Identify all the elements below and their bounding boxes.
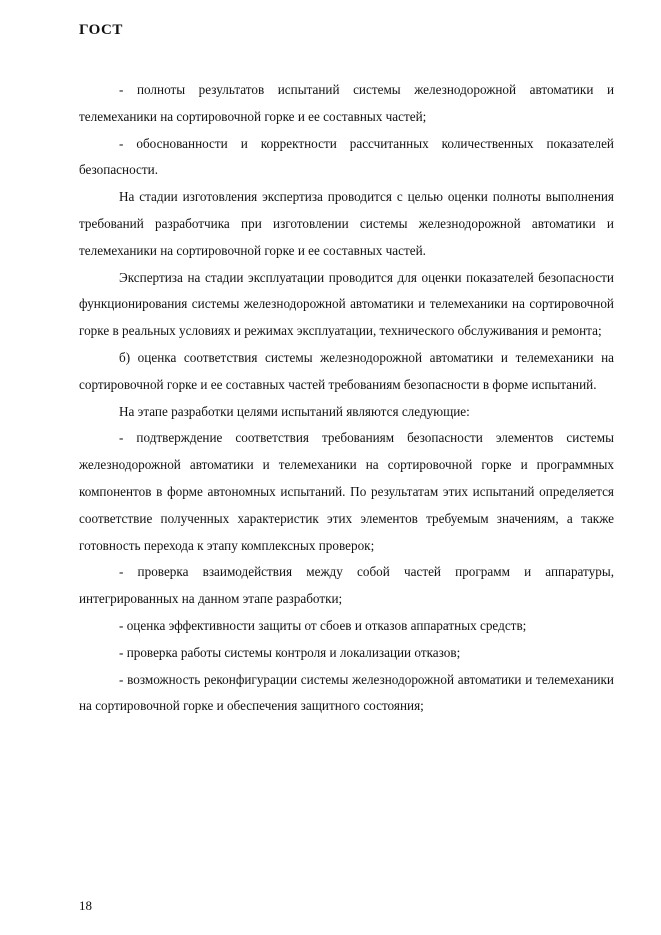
paragraph-protection-assessment: - оценка эффективности защиты от сбоев и отказов аппаратных средств; — [119, 617, 527, 633]
paragraph-completeness: - полноты результатов испытаний системы железнодорожной автоматики и телемеханики на сортировочной горке и ее составных частей; — [79, 82, 614, 124]
paragraph-compliance-assessment: б) оценка соответствия системы железнодорожной автоматики и телемеханики на сортировочной горке и ее составных частей требованиям безопасности в форме испытаний. — [79, 349, 614, 392]
document-header: ГОСТ — [79, 22, 123, 38]
paragraph-interaction-check: - проверка взаимодействия между собой частей программ и аппаратуры, интегрированных на данном этапе разработки; — [79, 564, 614, 607]
paragraph-control-check: - проверка работы системы контроля и локализации отказов; — [119, 644, 461, 660]
paragraph-manufacturing-stage: На стадии изготовления экспертиза проводится с целью оценки полноты выполнения требований разработчика при изготовлении системы железнодорожной автоматики и телемеханики на сортировочной горке и ее составных частей. — [79, 189, 614, 258]
paragraph-reconfiguration: - возможность реконфигурации системы железнодорожной автоматики и телемеханики на сортировочной горке и обеспечения защитного состояния; — [79, 671, 614, 714]
paragraph-development-goals: На этапе разработки целями испытаний являются следующие: — [119, 403, 470, 419]
paragraph-validity: - обоснованности и корректности рассчитанных количественных показателей безопасности. — [79, 135, 614, 178]
paragraph-confirmation: - подтверждение соответствия требованиям безопасности элементов системы железнодорожной автоматики и телемеханики на сортировочной горке и программных компонентов в форме автономных испытаний. По результатам этих испытаний определяется соответствие полученных характеристик этих элементов требуемым значениям, а также готовность перехода к этапу комплексных проверок; — [79, 430, 614, 553]
page-number: 18 — [79, 898, 92, 913]
document-body — [79, 77, 614, 720]
paragraph-operation-stage: Экспертиза на стадии эксплуатации проводится для оценки показателей безопасности функционирования системы железнодорожной автоматики и телемеханики на сортировочной горке в реальных условиях и режимах эксплуатации, технического обслуживания и ремонта; — [79, 269, 614, 339]
